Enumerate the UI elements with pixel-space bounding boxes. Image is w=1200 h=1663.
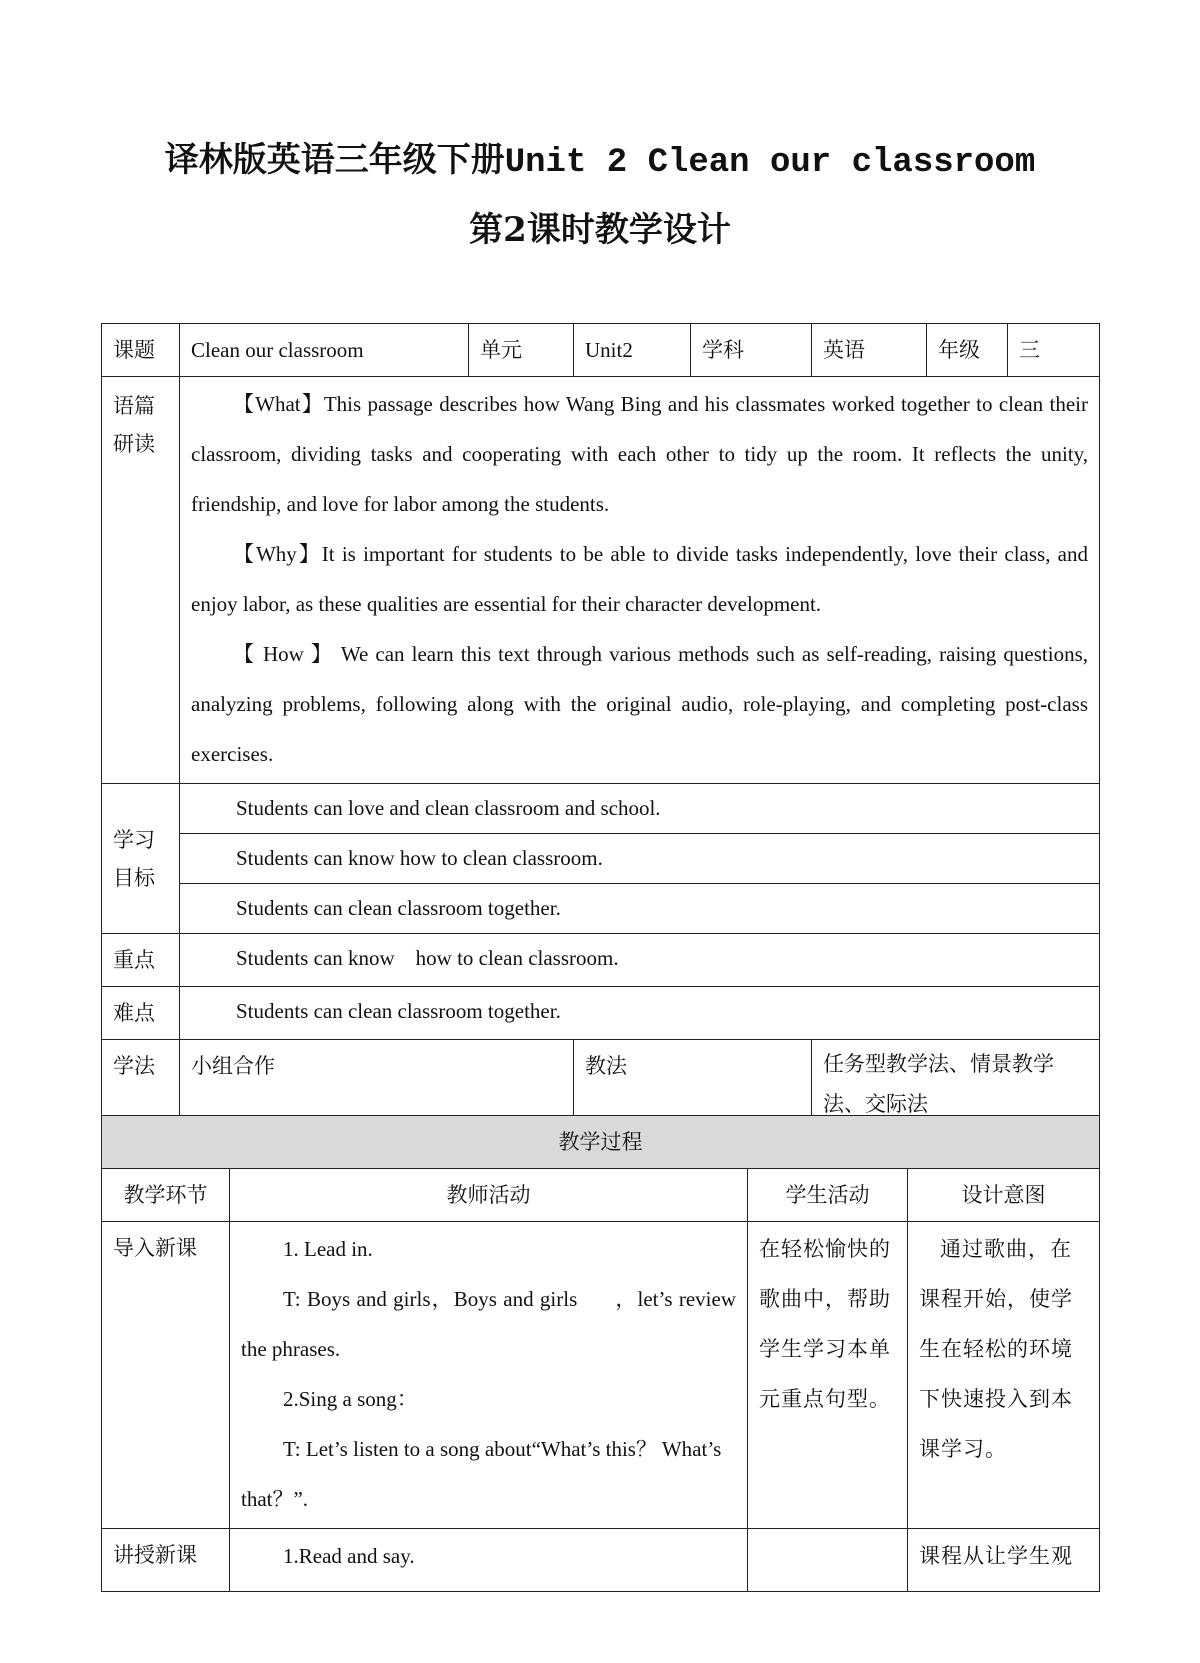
process-row <box>102 1529 1100 1592</box>
goal-item: Students can love and clean classroom and school. <box>180 784 1100 834</box>
key-point-label: 重点 <box>102 934 180 987</box>
difficulty-row <box>102 987 1100 1040</box>
goal-row <box>102 834 1100 884</box>
goal-item: Students can clean classroom together. <box>180 884 1100 934</box>
analysis-label: 语篇研读 <box>102 377 180 784</box>
analysis-content <box>180 377 1100 784</box>
teacher-step: 1.Read and say. <box>283 1544 415 1568</box>
unit-value: Unit2 <box>574 324 691 377</box>
key-point-row <box>102 934 1100 987</box>
goal-row <box>102 784 1100 834</box>
grade-label: 年级 <box>927 324 1008 377</box>
column-purpose: 设计意图 <box>908 1169 1100 1222</box>
student-activity-cell <box>748 1529 908 1592</box>
goal-row <box>102 884 1100 934</box>
title-cn: 译林版英语三年级下册 <box>164 140 505 180</box>
info-row <box>102 324 1100 377</box>
column-student: 学生活动 <box>748 1169 908 1222</box>
design-purpose-cell <box>908 1529 1100 1592</box>
topic-value: Clean our classroom <box>180 324 469 377</box>
process-columns-row <box>102 1169 1100 1222</box>
analysis-row <box>102 377 1100 784</box>
topic-label: 课题 <box>102 324 180 377</box>
design-purpose-text: 课程从让学生观 <box>919 1544 1073 1568</box>
teacher-activity-cell <box>230 1529 748 1592</box>
key-point-value: Students can know how to clean classroom. <box>180 934 1100 987</box>
analysis-how: 【 How 】 We can learn this text through various methods such as self-reading, raising questions, analyzing problems, following along with the original audio, role-playing, and completing post-class exercises. <box>191 642 1088 766</box>
analysis-what: 【What】This passage describes how Wang Bing and his classmates worked together to clean their classroom, dividing tasks and cooperating with each other to tidy up the room. It reflects the unity, friendship, and love for labor among the students. <box>191 392 1088 516</box>
goals-label: 学习目标 <box>102 784 180 934</box>
process-header: 教学过程 <box>102 1116 1100 1169</box>
process-row <box>102 1222 1100 1529</box>
analysis-why: 【Why】It is important for students to be able to divide tasks independently, love their class, and enjoy labor, as these qualities are essential for their character development. <box>191 542 1088 616</box>
column-stage: 教学环节 <box>102 1169 230 1222</box>
difficulty-label: 难点 <box>102 987 180 1040</box>
teacher-step: 2.Sing a song： <box>283 1387 418 1411</box>
teach-method-value: 任务型教学法、情景教学法、交际法 <box>812 1040 1100 1135</box>
student-activity-cell <box>748 1222 908 1529</box>
study-method-value: 小组合作 <box>180 1040 574 1135</box>
teacher-step: 1. Lead in. <box>283 1237 373 1261</box>
subject-value: 英语 <box>812 324 927 377</box>
design-purpose-text: 通过歌曲，在课程开始，使学生在轻松的环境下快速投入到本课学习。 <box>919 1237 1073 1461</box>
column-teacher: 教师活动 <box>230 1169 748 1222</box>
teacher-step: T: Boys and girls，Boys and girls ，let’s review the phrases. <box>241 1287 742 1361</box>
study-method-label: 学法 <box>102 1040 180 1135</box>
teacher-step: T: Let’s listen to a song about“What’s this？ What’s that？”. <box>241 1437 722 1511</box>
difficulty-value: Students can clean classroom together. <box>180 987 1100 1040</box>
title-en: Unit 2 Clean our classroom <box>504 144 1036 182</box>
subject-label: 学科 <box>691 324 812 377</box>
document-title <box>0 132 1200 182</box>
teacher-activity-cell <box>230 1222 748 1529</box>
student-activity-text: 在轻松愉快的歌曲中，帮助学生学习本单元重点句型。 <box>759 1237 891 1411</box>
stage-cell: 讲授新课 <box>102 1529 230 1592</box>
teaching-process-table <box>101 1115 1100 1592</box>
unit-label: 单元 <box>469 324 574 377</box>
lesson-info-table <box>101 323 1100 1135</box>
design-purpose-cell <box>908 1222 1100 1529</box>
grade-value: 三 <box>1008 324 1100 377</box>
stage-cell: 导入新课 <box>102 1222 230 1529</box>
process-header-row <box>102 1116 1100 1169</box>
document-subtitle: 第2课时教学设计 <box>469 210 731 250</box>
goal-item: Students can know how to clean classroom. <box>180 834 1100 884</box>
teach-method-label: 教法 <box>574 1040 812 1135</box>
